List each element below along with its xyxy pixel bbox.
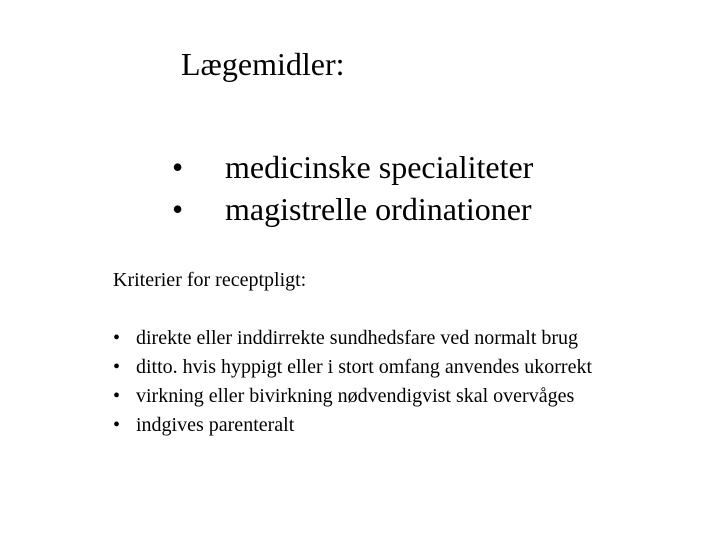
bullet-icon: • [113,385,121,407]
list-item-text: direkte eller inddirrekte sundhedsfare ved normalt brug [136,327,579,349]
list-item [172,188,533,230]
list-item [113,324,592,353]
list-item-text: magistrelle ordinationer [225,191,532,227]
list-item [113,353,592,382]
criteria-bullet-list [113,324,592,440]
bullet-icon: • [113,327,121,349]
bullet-icon: • [113,414,121,436]
bullet-icon: • [172,191,184,227]
list-item [113,382,592,411]
list-item-text: medicinske specialiteter [225,149,534,185]
list-item [113,411,592,440]
list-item-text: ditto. hvis hyppigt eller i stort omfang anvendes ukorrekt [136,356,593,378]
list-item-text: indgives parenteralt [136,414,295,436]
section-heading: Kriterier for receptpligt: [113,269,307,291]
main-bullet-list [172,146,533,230]
bullet-icon: • [113,356,121,378]
list-item [172,146,533,188]
bullet-icon: • [172,149,184,185]
list-item-text: virkning eller bivirkning nødvendigvist skal overvåges [136,385,575,407]
page-title: Lægemidler: [181,46,345,82]
